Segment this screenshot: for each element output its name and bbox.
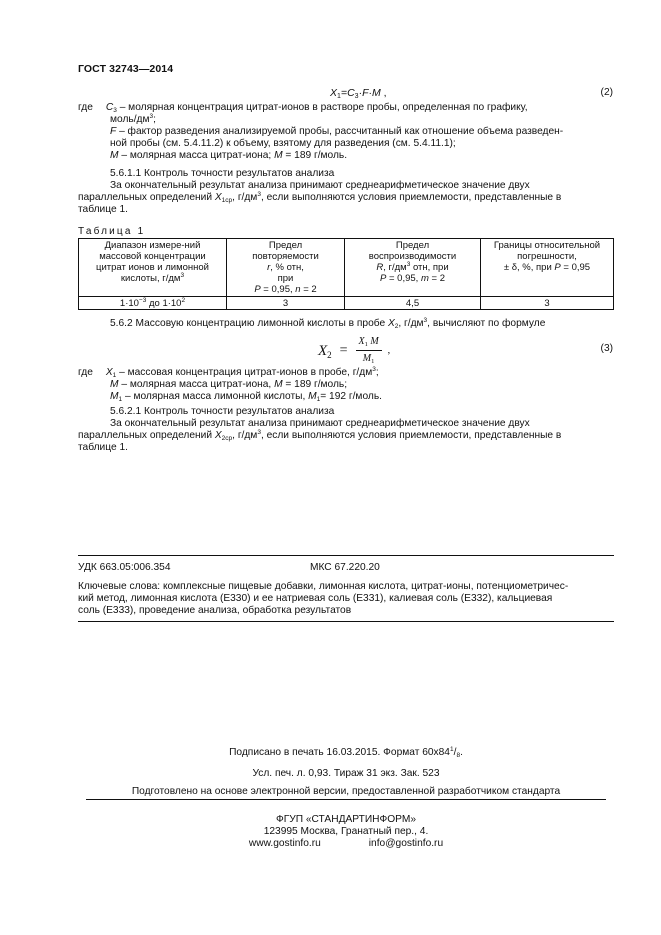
table-header-range: Диапазон измере-ний массовой концентрации цитрат ионов и лимонной кислоты, $г/дм^3$ bbox=[79, 239, 227, 297]
cell-reproducibility: 4,5 bbox=[345, 297, 481, 310]
prepared-note: Подготовлено на основе электронной версии, предоставленной разработчиком стандарта bbox=[131, 786, 561, 797]
section-title: 5.6.1.1 Контроль точности результатов анализа bbox=[110, 168, 335, 179]
divider-bottom bbox=[78, 621, 614, 622]
mks-code: МКС 67.220.20 bbox=[310, 562, 380, 573]
cell-repeatability: 3 bbox=[227, 297, 345, 310]
where-block-2: где $X_1$ – массовая концентрация цитрат-ионов в пробе, $г/дм^3$; M – молярная масса цитрат-иона, M = 189 г/моль; $M_1$ – молярная масса лимонной кислоты, $M_1= 192$ г/моль. bbox=[78, 366, 382, 403]
section-5-6-2-1: 5.6.2.1 Контроль точности результатов анализа За окончательный результат анализа принимают среднеарифметическое значение двух параллельных определений $X_{2ср}$, $г/дм^3$, если выполняются условия приемлемости, представленные в таблице 1. bbox=[78, 406, 614, 454]
signed-for-print: Подписано в печать 16.03.2015. Формат $60x84^1/_8$. bbox=[229, 746, 463, 759]
section-title: 5.6.2.1 Контроль точности результатов анализа bbox=[110, 406, 335, 417]
udc-code: УДК 663.05:006.354 bbox=[78, 562, 171, 573]
publisher-org: ФГУП «СТАНДАРТИНФОРМ» bbox=[275, 814, 417, 825]
table-caption: Таблица 1 bbox=[78, 226, 146, 237]
formula-2-number: (2) bbox=[600, 87, 613, 98]
formula-3: $X_2$ = $X_1$ M $M_1$ , bbox=[318, 336, 391, 365]
section-5-6-1-1: 5.6.1.1 Контроль точности результатов анализа За окончательный результат анализа принимают среднеарифметическое значение двух параллельных определений $X_{1ср}$, $г/дм^3$, если выполняются условия приемлемости, представленные в таблице 1. bbox=[78, 168, 614, 216]
imprint-divider bbox=[86, 799, 606, 800]
table-header-error: Границы относительной погрешности, ± δ, %, при P = 0,95 bbox=[481, 239, 614, 297]
cell-range: $1\cdot 10^{-3}$ до $1\cdot 10^2$ bbox=[79, 297, 227, 310]
where-block-1: где $C_3$ – молярная концентрация цитрат-ионов в растворе пробы, определенная по графику, моль/$дм^3$; F – фактор разведения анализируемой пробы, рассчитанный как отношение объема разведен- ной пробы (см. 5.4.11.2) к объему, взятому для разведения (см. 5.4.11.1); M – молярная масса цитрат-иона; M = 189 г/моль. bbox=[78, 102, 564, 161]
publisher-address: 123995 Москва, Гранатный пер., 4. bbox=[263, 826, 429, 837]
website-link[interactable]: www.gostinfo.ru bbox=[248, 838, 321, 849]
page-header: ГОСТ 32743—2014 bbox=[78, 63, 174, 75]
table-header-repeatability: Предел повторяемости r, % отн, при P = 0,95, n = 2 bbox=[227, 239, 345, 297]
publisher-contacts bbox=[78, 838, 614, 850]
table-header-reproducibility: Предел воспроизводимости R, $г/дм^3$ отн, при P = 0,95, m = 2 bbox=[345, 239, 481, 297]
formula-3-number: (3) bbox=[600, 343, 613, 354]
table-1 bbox=[78, 238, 614, 310]
table-row bbox=[79, 297, 614, 310]
cell-error: 3 bbox=[481, 297, 614, 310]
formula-2: $X_1=C_3\cdot F\cdot M$ , bbox=[330, 87, 387, 100]
divider-top bbox=[78, 555, 614, 556]
keywords: Ключевые слова: комплексные пищевые добавки, лимонная кислота, цитрат-ионы, потенциометричес- кий метод, лимонная кислота (Е330) и ее натриевая соль (Е331), калиевая соль (Е332), кальциевая соль (Е333), проведение анализа, обработка результатов bbox=[78, 581, 569, 616]
print-sheets: Усл. печ. л. 0,93. Тираж 31 экз. Зак. 523 bbox=[252, 768, 440, 779]
email-link[interactable]: info@gostinfo.ru bbox=[368, 838, 444, 849]
section-5-6-2: 5.6.2 Массовую концентрацию лимонной кислоты в пробе $X_2$, $г/дм^3$, вычисляют по формуле bbox=[110, 317, 546, 330]
